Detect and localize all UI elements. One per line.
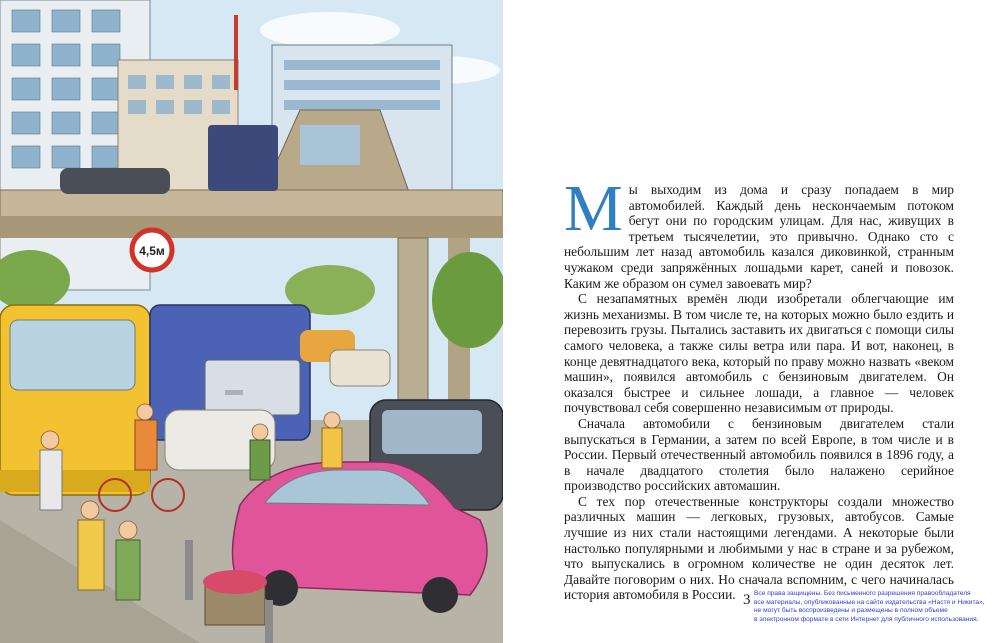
drop-cap-letter: М: [564, 172, 623, 245]
copyright-line: в электронном формате в сети Интернет для публичного использования.: [754, 615, 979, 623]
height-limit-sign: [132, 230, 172, 270]
copyright-line: Все права защищены. Без письменного разрешения правообладателя: [754, 590, 971, 597]
text-page: [520, 0, 1000, 643]
copyright-notice: [754, 590, 1000, 624]
paragraph-4: С тех пор отечественные конструкторы создали множество различных машин — легковых, грузовых, автобусов. Самые лучшие из них стали настоящими легендами. А некоторые были настолько популярными и любимыми у нас в стране и за рубежом, что выпускались в огромном количестве не один десяток лет. Давайте поговорим о них. Но сначала вспомним, с чего начиналась история автомобиля в России.: [564, 493, 954, 603]
paragraph-2: С незапамятных времён люди изобретали облегчающие им жизнь механизмы. В том числе те, на которых можно было ездить и перевозить грузы. Пытались заставить их двигаться с помощи силы самого человека, а также силы ветра или пара. И вот, наконец, в конце девятнадцатого века, который по праву можно назвать «веком машин», появился автомобиль с бензиновым двигателем. Он оказался быстрее и сильнее лошади, а главное — человек почувствовал себя совершенно независимым от природы.: [564, 291, 954, 416]
sign-text: 4,5м: [139, 244, 165, 258]
page-number: 3: [743, 592, 751, 608]
article-text: [564, 172, 954, 603]
paragraph-1: [564, 172, 954, 291]
paragraph-1-text: ы выходим из дома и сразу попадаем в мир автомобилей. Каждый день нескончаемым потоком бегут они по городским улицам. Для нас, живущих в третьем тысячелетии, это привычно. Однако сто с небольшим лет назад автомобиль казался диковинкой, странным чужаком среди запряжённых лошадьми карет, саней и повозок. Каким же образом он сумел завоевать мир?: [564, 182, 954, 291]
copyright-line: все материалы, опубликованные на сайте издательства «Настя и Никита»,: [754, 598, 985, 606]
copyright-line: не могут быть воспроизведены и размещены в полном объеме: [754, 607, 948, 615]
yellow-bus: [0, 305, 150, 495]
paragraph-3: Сначала автомобили с бензиновым двигателем стали выпускаться в Германии, а затем по всей Европе, в том числе и в России. Первый отечественный автомобиль появился в 1896 году, а в начале двадцатого столетия было налажено серийное производство российских автомашин.: [564, 415, 954, 494]
